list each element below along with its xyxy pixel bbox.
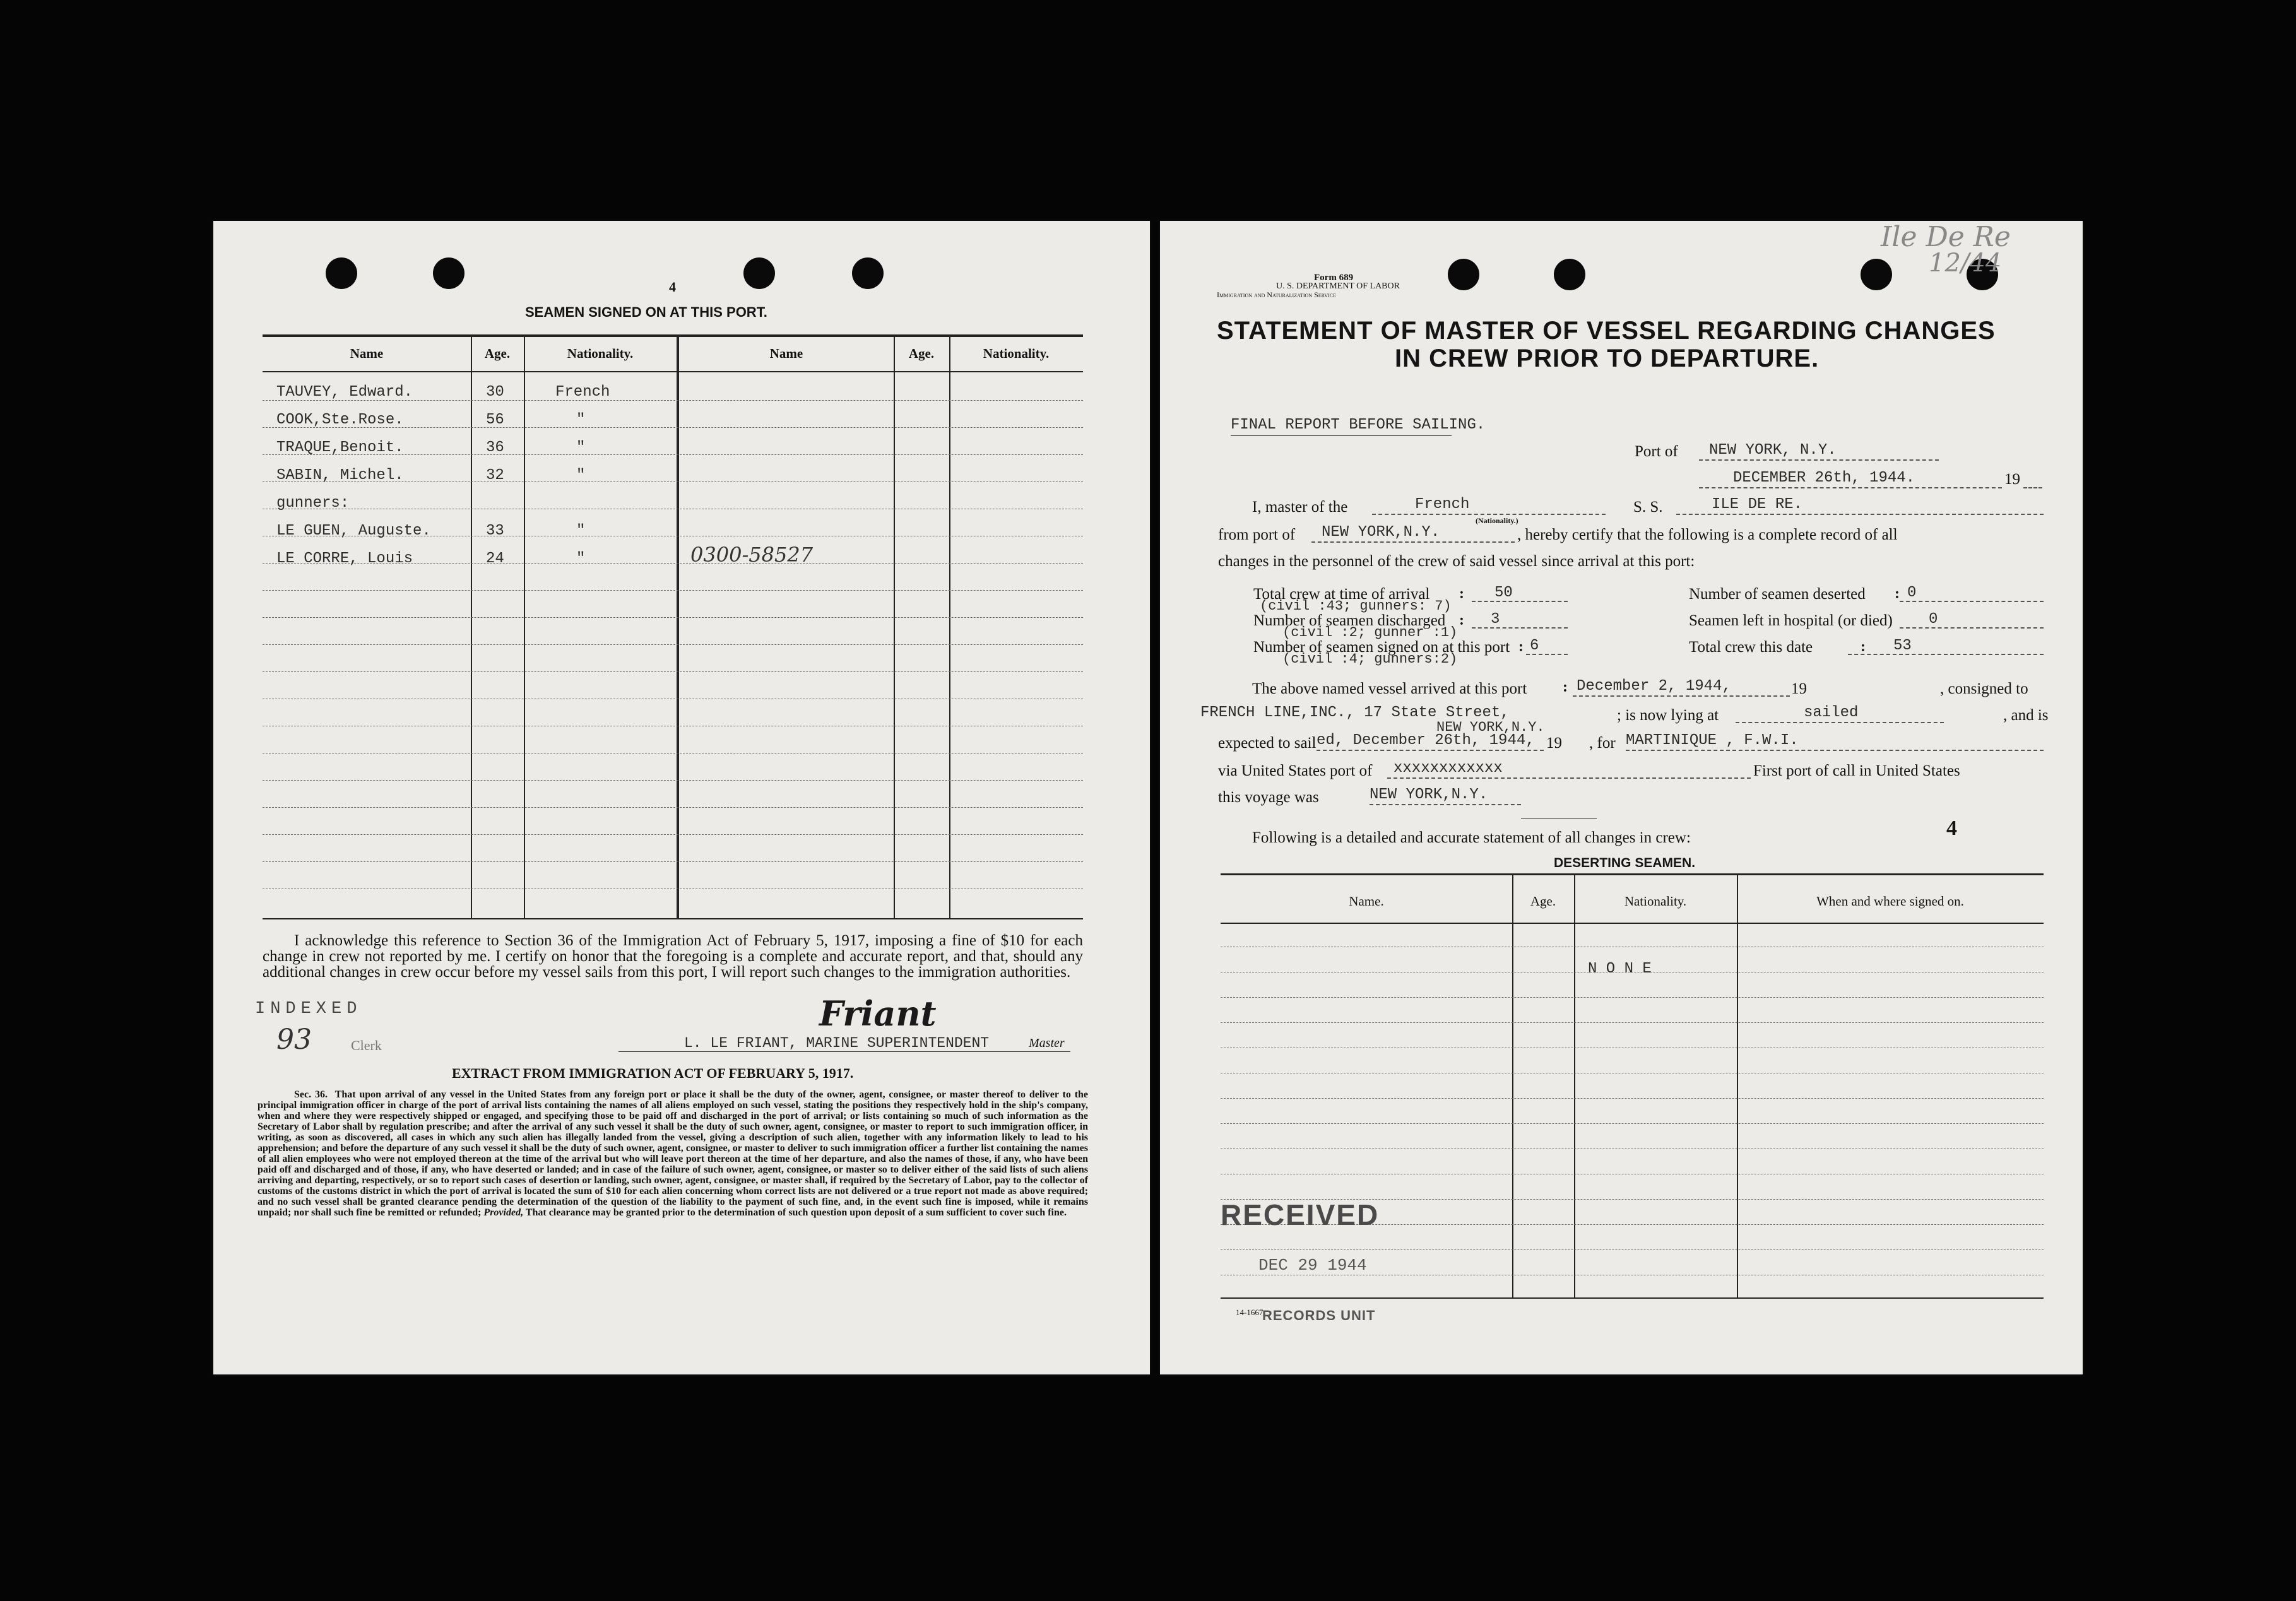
fill-line [1370, 804, 1521, 805]
from-port-label: from port of [1218, 526, 1296, 543]
signed-on-label: Number of seamen signed on at this port [1253, 639, 1510, 656]
first-port-label: First port of call in United States [1753, 762, 1960, 779]
corner-number: 12/44 [1929, 249, 2002, 278]
crew-nationality: " [576, 411, 586, 428]
fill-line [1472, 601, 1568, 602]
total-date-value: 53 [1893, 637, 1912, 654]
destination-value: MARTINIQUE , F.W.I. [1626, 732, 1799, 749]
punch-hole [326, 257, 357, 289]
page-number: 4 [669, 279, 676, 295]
following-label: Following is a detailed and accurate statement of all changes in crew: [1252, 829, 1691, 846]
column-divider [1737, 875, 1738, 1299]
row-rule [263, 807, 1083, 808]
voyage-value: NEW YORK,N.Y. [1370, 786, 1488, 803]
column-divider [1574, 875, 1575, 1299]
punch-hole [433, 257, 465, 289]
fill-line [1699, 459, 1939, 461]
total-crew-label: Total crew at time of arrival [1253, 586, 1430, 603]
crew-age: 33 [486, 523, 504, 540]
crew-age: 36 [486, 439, 504, 456]
records-unit-stamp: RECORDS UNIT [1262, 1308, 1376, 1323]
colon: : [1518, 639, 1524, 655]
table-top-rule [1221, 873, 2044, 875]
lying-value: sailed [1804, 704, 1859, 721]
signed-on-value: 6 [1530, 637, 1539, 654]
punch-hole [743, 257, 775, 289]
vessel-value: ILE DE RE. [1712, 496, 1803, 513]
punch-hole [852, 257, 884, 289]
fill-line [2023, 487, 2042, 488]
handwritten-file-number: 0300-58527 [690, 543, 814, 567]
table-top-rule [263, 334, 1083, 337]
extract-title: EXTRACT FROM IMMIGRATION ACT OF FEBRUARY 5, 1917. [452, 1065, 854, 1081]
deserting-title: DESERTING SEAMEN. [1554, 856, 1696, 870]
received-date: DEC 29 1944 [1258, 1256, 1367, 1275]
crew-age: 30 [486, 384, 504, 401]
row-rule [263, 617, 1083, 618]
colon: : [1861, 639, 1866, 655]
row-rule [1221, 997, 2044, 998]
page-mark: 4 [1946, 817, 1957, 840]
changes-text: changes in the personnel of the crew of said vessel since arrival at this port: [1218, 553, 1695, 570]
nationality-value: French [1415, 496, 1470, 513]
signature-line [618, 1051, 1070, 1052]
row-rule [263, 861, 1083, 862]
fill-line [1900, 627, 2044, 629]
row-rule [1221, 1022, 2044, 1023]
fill-line [1699, 487, 2002, 488]
signed-on-detail: (civil :4; gunners:2) [1282, 651, 1458, 667]
discharged-value: 3 [1491, 611, 1500, 628]
total-crew-detail: (civil :43; gunners: 7) [1260, 598, 1452, 614]
hospital-label: Seamen left in hospital (or died) [1689, 612, 1893, 629]
fill-line [1472, 627, 1568, 629]
footer-code: 14-1667 [1236, 1308, 1263, 1317]
deserted-label: Number of seamen deserted [1689, 586, 1866, 603]
expected-value: ed, December 26th, 1944, [1317, 732, 1535, 749]
underline [1231, 435, 1452, 436]
row-rule [1221, 1249, 2044, 1250]
fill-line [1526, 654, 1568, 655]
form-number: Form 689 [1314, 273, 1354, 283]
crew-name: TRAQUE,Benoit. [276, 439, 404, 456]
crew-name: SABIN, Michel. [276, 467, 404, 484]
column-divider [524, 336, 525, 919]
row-rule [263, 644, 1083, 645]
voyage-label: this voyage was [1218, 789, 1319, 806]
fill-line [1676, 514, 2044, 515]
consignee-city: NEW YORK,N.Y. [1436, 719, 1545, 735]
lying-label: ; is now lying at [1617, 707, 1719, 724]
and-is-label: , and is [2003, 707, 2049, 724]
consigned-label: , consigned to [1940, 680, 2028, 697]
extract-proviso: Provided, [483, 1207, 524, 1218]
consignee-value: FRENCH LINE,INC., 17 State Street, [1200, 704, 1510, 721]
clerk-label: Clerk [351, 1037, 382, 1053]
department: U. S. DEPARTMENT OF LABOR [1276, 281, 1400, 291]
indexed-stamp: INDEXED [255, 1000, 362, 1019]
row-rule [263, 834, 1083, 835]
fill-line [1372, 514, 1606, 515]
crew-name: LE GUEN, Auguste. [276, 523, 431, 540]
punch-hole [1861, 259, 1892, 290]
column-divider [894, 336, 895, 919]
col-header-name: Name [769, 346, 803, 361]
punch-hole [1448, 259, 1479, 290]
certify-text: , hereby certify that the following is a complete record of all [1517, 526, 1898, 543]
col-header-age: Age. [484, 346, 511, 361]
column-divider [1512, 875, 1513, 1299]
for-label: , for [1589, 735, 1616, 752]
colon: : [1563, 679, 1568, 695]
col-header-name: Name [350, 346, 384, 361]
table-bottom-rule [1221, 1297, 2044, 1299]
row-rule [263, 671, 1083, 672]
from-port-value: NEW YORK,N.Y. [1322, 524, 1440, 541]
fill-line [1387, 777, 1751, 779]
date-value: DECEMBER 26th, 1944. [1733, 470, 1915, 487]
column-divider [677, 336, 679, 919]
arrived-year-prefix: 19 [1791, 680, 1807, 697]
crew-nationality: " [576, 439, 586, 456]
total-crew-value: 50 [1494, 584, 1513, 601]
crew-age: 24 [486, 550, 504, 567]
table-bottom-rule [263, 918, 1083, 919]
colon: : [1459, 612, 1464, 629]
clerk-mark: 93 [276, 1024, 312, 1056]
col-header-nationality: Nationality. [567, 346, 634, 361]
form-title-line2: IN CREW PRIOR TO DEPARTURE. [1395, 345, 1820, 372]
expected-year-prefix: 19 [1546, 735, 1562, 752]
crew-nationality: French [555, 384, 610, 401]
port-label: Port of [1635, 443, 1678, 460]
year-prefix: 19 [2004, 471, 2020, 488]
fill-line [1900, 601, 2044, 602]
table-header-rule [1221, 923, 2044, 924]
table-header-rule [263, 371, 1083, 372]
discharged-detail: (civil :2; gunner :1) [1282, 625, 1458, 641]
master-label: Master [1029, 1036, 1065, 1050]
fill-line [1317, 750, 1544, 751]
crew-nationality: " [576, 467, 586, 484]
crew-age: 56 [486, 411, 504, 428]
column-divider [471, 336, 472, 919]
section-title: SEAMEN SIGNED ON AT THIS PORT. [525, 304, 767, 320]
expected-label: expected to sail [1218, 735, 1317, 752]
total-date-label: Total crew this date [1689, 639, 1813, 656]
crew-nationality: " [576, 550, 586, 567]
port-value: NEW YORK, N.Y. [1709, 442, 1837, 459]
master-of-label: I, master of the [1252, 499, 1348, 516]
final-report-note: FINAL REPORT BEFORE SAILING. [1231, 416, 1486, 434]
row-rule [263, 780, 1083, 781]
acknowledgement-text: I acknowledge this reference to Section 36 of the Immigration Act of February 5, 1917, imposing a fine of $10 for each change in crew not reported by me. I certify on honor that the foregoing is a complete and accurate report, and that, should any additional changes in crew occur before my vessel sails from this port, I will report such changes to the immigration authorities. [263, 932, 1083, 981]
form-title-line1: STATEMENT OF MASTER OF VESSEL REGARDING CHANGES [1217, 317, 1996, 345]
crew-name: COOK,Ste.Rose. [276, 411, 404, 428]
fill-line [1848, 654, 2044, 655]
crew-name: LE CORRE, Louis [276, 550, 413, 567]
deserted-value: 0 [1907, 584, 1917, 601]
signer-name: L. LE FRIANT, MARINE SUPERINTENDENT [684, 1035, 990, 1051]
extract-section: Sec. 36. [294, 1089, 328, 1100]
punch-hole [1554, 259, 1585, 290]
left-page [213, 221, 1150, 1374]
col-header-nationality: Nationality. [1624, 894, 1687, 909]
hospital-value: 0 [1929, 611, 1938, 628]
col-header-age: Age. [908, 346, 935, 361]
nationality-caption: (Nationality.) [1476, 516, 1518, 525]
right-page [1160, 221, 2083, 1374]
extract-tail: That clearance may be granted prior to the determination of such question upon deposit of a sum sufficient to cover such fine. [525, 1207, 1067, 1218]
crew-nationality: " [576, 523, 586, 540]
fill-line [1626, 750, 2044, 751]
arrived-label: The above named vessel arrived at this port [1252, 680, 1527, 697]
signature: Friant [819, 993, 937, 1034]
corner-note: Ile De Re [1881, 221, 2011, 253]
crew-group-label: gunners: [276, 495, 350, 512]
row-rule [1221, 1098, 2044, 1099]
via-value: xxxxxxxxxxxx [1394, 760, 1503, 777]
arrived-value: December 2, 1944, [1577, 678, 1731, 695]
col-header-name: Name. [1349, 894, 1384, 909]
col-header-nationality: Nationality. [983, 346, 1050, 361]
fill-line [1736, 722, 1944, 723]
extract-body: That upon arrival of any vessel in the United States from any foreign port or place it shall be the duty of the owner, agent, consignee, or master thereof to deliver to the principal immigration officer in charge of the port of arrival lists containing the names of all aliens employed on such vessel, stating the positions they respectively hold in the ship's company, when and where they were respectively shipped or engaged, and specifying those to be paid off and discharged in the port of arrival; or lists containing so much of such information as the Secretary of Labor shall by regulation prescribe; and after the arrival of any such vessel it shall be the duty of such owner, agent, consignee, or master to report to such immigration officer, in writing, as soon as discovered, all cases in which any such alien has illegally landed from the vessel, giving a description of such alien, together with any information likely to lead to his apprehension; and before the departure of any such vessel it shall be the duty of such owner, agent, consignee, or master to deliver to such immigration officer a further list containing the names of all alien employees who were not employed thereon at the time of the arrival but who will leave port thereon at the time of her departure, and also the names of those, if any, who have been paid off and discharged and of those, if any, who have deserted or landed; and in case of the failure of such owner, agent, consignee, or master so to deliver either of the said lists of such aliens arriving and departing, respectively, or so to report such cases of desertion or landing, such owner, agent, consignee, or master shall, if required by the Secretary of Labor, pay to the collector of customs of the customs district in which the port of arrival is located the sum of $10 for each alien concerning whom correct lists are not delivered or a true report not made as above required; and no such vessel shall be granted clearance pending the determination of the question of the liability to the payment of such fine, and, in the event such fine is imposed, while it remains unpaid; nor shall such fine be remitted or refunded; [257, 1089, 1089, 1218]
colon: : [1895, 586, 1900, 602]
fill-line [1573, 695, 1790, 697]
none-entry: N O N E [1588, 960, 1652, 978]
col-header-signed-on: When and where signed on. [1816, 894, 1964, 909]
service: Immigration and Naturalization Service [1217, 290, 1337, 299]
ss-label: S. S. [1633, 499, 1663, 516]
col-header-age: Age. [1530, 894, 1556, 909]
fill-line [1311, 541, 1515, 543]
via-label: via United States port of [1218, 762, 1373, 779]
row-rule [1221, 1123, 2044, 1124]
crew-name: TAUVEY, Edward. [276, 384, 413, 401]
column-divider [949, 336, 950, 919]
discharged-label: Number of seamen discharged [1253, 612, 1446, 629]
extract-text [257, 1089, 1088, 1218]
row-rule [263, 590, 1083, 591]
crew-age: 32 [486, 467, 504, 484]
received-stamp: RECEIVED [1221, 1198, 1380, 1231]
colon: : [1459, 586, 1464, 602]
